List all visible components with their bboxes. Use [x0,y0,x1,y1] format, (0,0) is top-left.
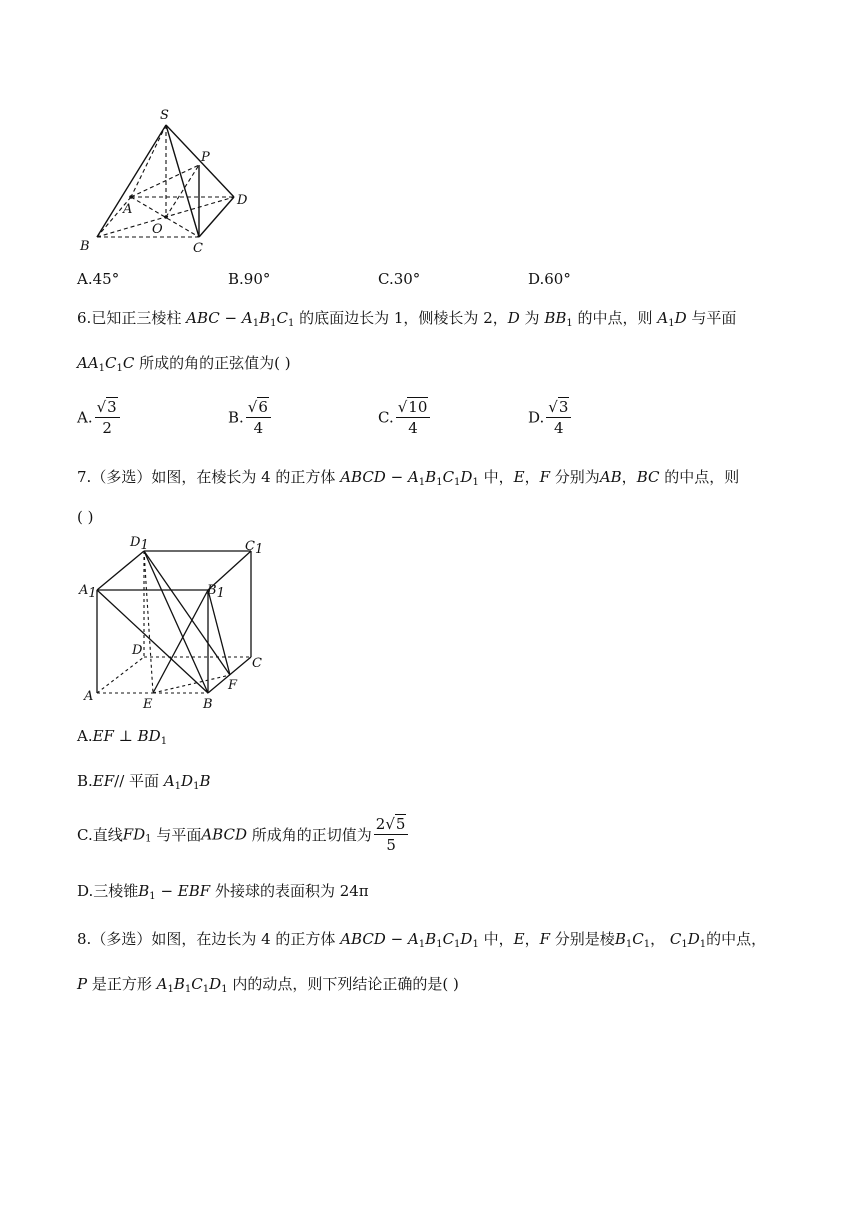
q5-option-b: B.90° [228,270,271,288]
q7-line-1: 7.（多选）如图，在棱长为 4 的正方体 ABCD − $A_1B_1C_1D_1$ 中，E，F 分别为AB，BC 的中点，则 [77,468,740,488]
q7-paren: ( ) [77,508,94,526]
label-c: C [252,656,262,671]
q6-option-a: A. $\frac{√3}{2}$ [77,398,122,437]
label-a: A [84,689,94,704]
pyramid-figure [75,105,265,255]
label-c1: C1 [245,539,264,557]
label-p: P [201,150,210,165]
q7-option-b: B.EF// 平面 $A_1D_1B$ [77,772,211,792]
label-a: A [123,202,133,217]
q6-option-b: B. $\frac{√6}{4}$ [228,398,273,437]
label-f: F [228,678,238,693]
label-d: D [237,193,248,208]
q6-option-d: D. $\frac{√3}{4}$ [528,398,573,437]
label-d: D [132,643,143,658]
cube-figure [75,533,275,713]
q5-option-c: C.30° [378,270,421,288]
q8-line-1: 8.（多选）如图，在边长为 4 的正方体 ABCD − $A_1B_1C_1D_1$ 中，E，F 分别是棱$B_1C_1$， $C_1D_1$的中点， [77,930,767,950]
label-d1: D1 [130,535,149,553]
q6-line-2: $AA_1C_1C$ 所成的角的正弦值为( ) [77,354,291,374]
q7-option-c: C.直线$FD_1$ 与平面ABCD 所成角的正切值为 $\frac{2√5}{5}$ [77,815,410,854]
label-b: B [203,697,213,712]
label-b1: B1 [207,583,225,601]
q5-option-a: A.45° [77,270,120,288]
q6-line-1: 6.已知正三棱柱 ABC − $A_1B_1C_1$ 的底面边长为 1，侧棱长为 2，D 为 $BB_1$ 的中点，则 $A_1D$ 与平面 [77,309,737,329]
q5-option-d: D.60° [528,270,571,288]
label-s: S [160,108,169,123]
q6-option-c: C. $\frac{√10}{4}$ [378,398,432,437]
q7-option-a: A.EF ⊥ $BD_1$ [77,727,168,747]
label-o: O [152,222,163,237]
label-a1: A1 [79,583,97,601]
q7-option-d: D.三棱锥$B_1$ − EBF 外接球的表面积为 24π [77,882,369,902]
q8-line-2: P 是正方形 $A_1B_1C_1D_1$ 内的动点，则下列结论正确的是( ) [77,975,459,995]
label-c: C [193,241,203,255]
label-e: E [143,697,153,712]
label-b: B [80,239,90,254]
